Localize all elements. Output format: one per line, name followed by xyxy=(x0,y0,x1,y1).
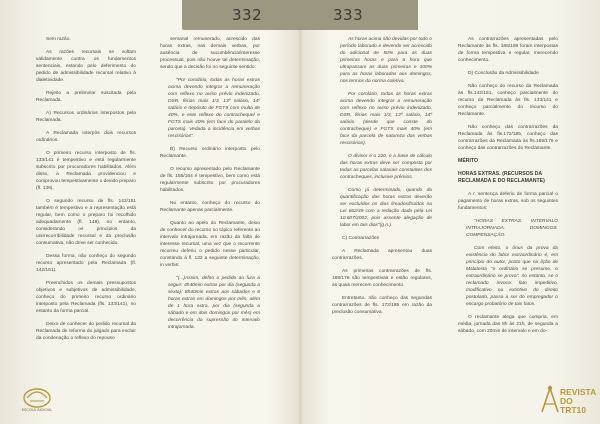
page-number-left: 332 xyxy=(232,6,263,24)
paragraph: O recurso apresentado pelo Reclamante de fls. 155/164 é tempestivo, bem como está regularmente subscrito por procuradores habilitados. xyxy=(160,167,260,193)
paragraph: O primeiro recurso interposto de fls. 133/141 é tempestivo e está regularmente subscrito por procuradores habilitados. Além disso, a Reclamada providenciou e comprovou tempestivamente o devido preparo (fl. 139). xyxy=(36,151,136,191)
escola-judicial-logo xyxy=(20,384,54,414)
paragraph: semanal remunerado, acrescido das horas extras, nas demais verbas, por ausência de sucumbência/interesse processual, pois não houve tal determinação, sendo que a decisão foi no seguinte sentido: xyxy=(160,37,260,70)
paragraph: Não conheço do recurso da Reclamada às fls.142/151, conheço parcialmente do recurso da Reclamada às fls. 133/141 e conheço parcialmente do recurso do Reclamante. xyxy=(458,84,558,117)
section-heading: MÉRITO xyxy=(458,158,479,164)
paragraph: As primeiras contrarrazões de fls. 169/176 são tempestivas e estão regulares, as quais merecem conhecimento. xyxy=(332,269,432,288)
revista-logo-text xyxy=(560,388,598,415)
page-number-right: 333 xyxy=(333,6,364,24)
paragraph: Quanto ao apelo do Reclamante, deixo de conhecer do recurso no tópico referente ao intervalo intrajornada, em razão da falta de interesse recursal, uma vez que o recorrente recorreu deferiu o pedido nesse particular, constando à fl. 122 a seguinte determinação, in verbis: xyxy=(160,221,260,268)
quoted-paragraph: Por corolário, todas as horas extras acima devendo integrar a remuneração com reflexo no aviso prévio indenizado, DSR, férias mais 1/3, 13º salário, 14º salário (desde que conste do contracheque) e FGTS mais 40% (em face da parcela de natureza das verbas rescisórias). xyxy=(340,92,432,146)
paragraph: Dessa forma, não conheço do segundo recurso apresentado pela Reclamada (fl. 142/151). xyxy=(36,254,136,273)
paragraph: No entanto, conheço do recurso do Reclamante apenas parcialmente. xyxy=(160,201,260,213)
left-page-column-2 xyxy=(160,36,260,337)
paragraph: Não conheço das contrarrazões da Reclamada às fls.172/185, conheço das contrarrazões da Reclamada às fls.169/176 e conheço das contrarrazões do Reclamante. xyxy=(458,125,558,151)
paragraph: Rejeito a preliminar suscitada pela Reclamada. xyxy=(36,91,136,103)
right-page-column-2 xyxy=(458,36,558,341)
section-heading: HORAS EXTRAS. (RECURSOS DA RECLAMADA E DO RECLAMANTE) xyxy=(458,171,545,184)
quoted-paragraph: As horas acima são devidas por todo o período laborado e devendo ser acrescido do adicional de 50% para as duas primeiras horas e para a hora que ultrapassam as duas primeiras e 100% para as horas laboradas aos domingos, nos termos da norma coletiva. xyxy=(340,37,432,84)
paragraph: Sem razão. xyxy=(46,37,71,42)
quoted-paragraph: Com efeito, o ônus da prova da existência do labor extraordinário é, em princípio do autor, posto que na lição de Malatesta "o ordinário se presume, o extraordinário se prova", no entanto, se o reclamado invoca fato impeditivo, modificativo ou extintivo do direito postulado, passa a ser do empregador o encargo probatório de tais fatos. xyxy=(466,246,558,307)
paragraph: O reclamante alega que cumpria, em média, jornada das 8h às 21h, de segunda a sábado, com 20min de intervalo e em do- xyxy=(458,315,558,334)
right-page xyxy=(300,0,600,424)
paragraph: As contrarrazões apresentadas pelo Reclamante às fls. 186/189 foram interpostas de forma tempestiva e regular, merecendo conhecimento. xyxy=(458,37,558,63)
paragraph: D) Conclusão da Admissibilidade xyxy=(468,71,539,76)
revista-trt10-logo xyxy=(538,380,598,416)
right-page-column-1 xyxy=(332,36,432,322)
left-page-column-1 xyxy=(36,36,136,348)
paragraph: Preenchidos os demais pressupostos objetivos e subjetivos de admissibilidade, conheço do primeiro recurso ordinário interposto pela Reclamada (fls. 133/141), no entanto da forma parcial. xyxy=(36,281,136,314)
quoted-paragraph: "(...)Assim, defiro o pedido ao fura a seguir: 4h40min extras por dia (segunda a sexta): 8h40min extras aos sábados e 8 horas extras em domingos por mês, além de 1 hora extra, por dia (segunda a sábado e em dois domingos por mês) em decorrência da supressão do intervalo intrajornada. xyxy=(168,276,260,330)
escola-judicial-emblem-icon xyxy=(20,384,54,408)
quoted-paragraph: "HORAS EXTRAS. INTERVALO INTRAJORNADA. DOMINGOS. COMPENSAÇÃO. xyxy=(466,219,558,238)
quoted-paragraph: O divisor é o 220, e a base de cálculo das horas extras deve ser composta por todas as parcelas salariais constantes dos contracheques, inclusive prêmios. xyxy=(340,154,432,180)
paragraph: Entretanto, não conheço das segundas contrarrazões de fls. 172/185 em razão da preclusão consumativa. xyxy=(332,296,432,315)
revista-logo-line2: DO TRT10 xyxy=(560,396,586,415)
paragraph: B) Recurso ordinário interposto pelo Reclamante. xyxy=(160,147,260,159)
paragraph: A Reclamada apresentou duas contrarrazões. xyxy=(332,249,432,261)
escola-judicial-caption: ESCOLA JUDICIAL xyxy=(21,408,53,412)
paragraph: A) Recursos ordinários interpostos pela Reclamada. xyxy=(36,111,136,123)
revista-logo-line1: REVISTA xyxy=(560,387,597,397)
quoted-paragraph: "Por corolário, todas as horas extras acima devendo integrar a remuneração com reflexo no aviso prévio indenizado, DSR, férias mais 1/3, 13º salário, 14º salário e depósito de FGTS com multa de 40%, e este reflexo do contrachequel e FGTS mais 40% (em face do paralelo da parcela). Vedada a incidência em verbas rescisórias". xyxy=(168,78,260,139)
paragraph: O segundo recurso de fls. 142/151 também é tempestivo e a representação está regular, bem como o preparo foi recolhido adequadamente (fl. 148), no entanto, considerando os princípios da unirrecorribilidade recursal e da preclusão consumativa, não deve ser conhecido. xyxy=(36,199,136,246)
paragraph: A Reclamada interpôs dois recursos ordinários. xyxy=(36,131,136,143)
paragraph: A r. sentença deferiu de forma parcial o pagamento de horas extras, sob os seguintes fundamentos: xyxy=(458,192,558,211)
revista-emblem-icon xyxy=(538,382,562,416)
paragraph: As razões recursais se voltam validamente contra os fundamentos sentenciais, estando pelo deferimento do pedido de admissibilidade recursal relativo à dialetividade. xyxy=(36,50,136,83)
paragraph: C) Contrarrazões xyxy=(342,236,380,241)
quoted-paragraph: Como já determinado, quando da quantificação das horas extras deverão ser excluídos os dias limados/fruídos na Lei 662/49 com a redação dada pela Lei 10.607/2002, pois assente alegação de labor em tais dias"(g.n.). xyxy=(340,188,432,228)
paragraph: Deixo de conhecer do pedido recursal da Reclamada de reforma do julgado para excluir da condenação o reflexo do repouso xyxy=(36,322,136,341)
